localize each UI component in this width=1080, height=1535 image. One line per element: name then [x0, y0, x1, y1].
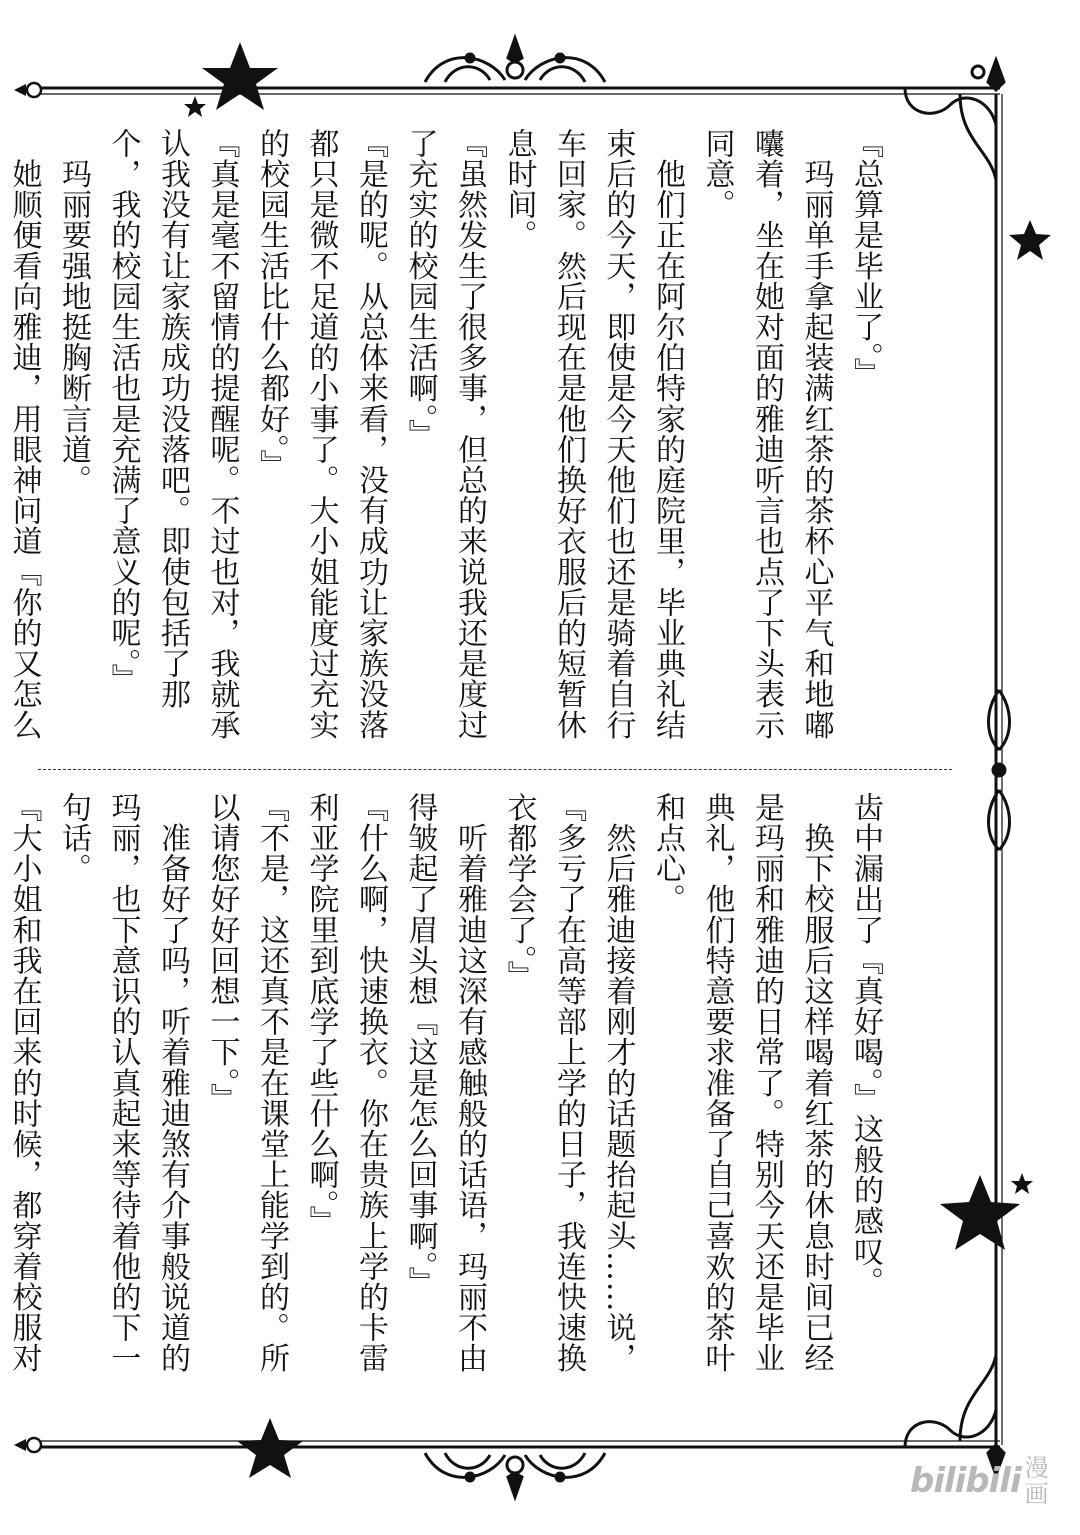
- star-big-right-lower-icon: [940, 1175, 1020, 1250]
- paragraph: 『什么啊，快速换衣。你在贵族上学的卡雷利亚学院里到底学了些什么啊。』: [303, 792, 388, 1374]
- bilibili-comics-watermark: [910, 1455, 1051, 1507]
- paragraph: 『是的呢。从总体来看，没有成功让家族没落都只是微不足道的小事了。大小姐能度过充实的校园生活比什么都好。』: [254, 128, 388, 740]
- paragraph: 听着雅迪这深有感触般的话语，玛丽不由得皱起了眉头想『这是怎么回事啊。』: [402, 792, 487, 1374]
- paragraph: 玛丽单手拿起装满红茶的茶杯心平气和地嘟囔着，坐在她对面的雅迪听言也点了下头表示同意。: [699, 128, 834, 740]
- star-small-right-lower-icon: [1011, 1173, 1033, 1194]
- bottom-text-block: [6, 792, 890, 1402]
- watermark-sub: 漫画: [1024, 1454, 1049, 1508]
- flourish-bottom-center: [425, 1453, 605, 1497]
- star-right-upper-icon: [1009, 220, 1051, 260]
- paragraph: 『虽然发生了很多事，但总的来说我还是度过了充实的校园生活啊。』: [402, 128, 487, 740]
- paragraph: 『大小姐和我在回来的时候，都穿着校服对: [6, 792, 42, 1374]
- paragraph: 『多亏了在高等部上学的日子，我连快速换衣都学会了。』: [501, 792, 586, 1374]
- section-divider: [38, 769, 952, 770]
- paragraph: 准备好了吗，听着雅迪煞有介事般说道的玛丽，也下意识的认真起来等待着他的下一句话。: [56, 792, 190, 1374]
- star-small-top-left-icon: [184, 96, 206, 117]
- paragraph: 然后雅迪接着刚才的话题抬起头……说，: [600, 792, 636, 1374]
- flourish-top-right-corner: [905, 60, 1004, 180]
- watermark-logo: bilibili: [910, 1461, 1021, 1501]
- flourish-top-center: [425, 38, 605, 82]
- paragraph: 玛丽要强地挺胸断言道。: [56, 128, 91, 496]
- paragraph: 她顺便看向雅迪，用眼神问道『你的又怎么: [6, 158, 42, 740]
- star-bottom-left-icon: [237, 1418, 303, 1478]
- star-big-top-left-icon: [202, 42, 278, 110]
- flourish-right-middle: [989, 690, 1010, 850]
- top-text-block: [6, 128, 890, 760]
- paragraph: 换下校服后这样喝着红茶的休息时间已经是玛丽和雅迪的日常了。特别今天还是毕业典礼，他们特意要求准备了自己喜欢的茶叶和点心。: [650, 792, 834, 1374]
- paragraph: 『总算是毕业了。』: [848, 128, 883, 389]
- paragraph: 『不是，这还真不是在课堂上能学到的。所以请您好好回想一下。』: [204, 792, 289, 1374]
- frame-bottom-rule: [14, 1438, 1000, 1452]
- paragraph: 『真是毫不留情的提醒呢。不过也对，我就承认我没有让家族成功没落吧。即使包括了那个，我的校园生活也是充满了意义的呢。』: [105, 128, 240, 740]
- paragraph: 他们正在阿尔伯特家的庭院里，毕业典礼结束后的今天，即使是今天他们也还是骑着自行车回家。然后现在是他们换好衣服后的短暂休息时间。: [501, 128, 685, 740]
- frame-top-rule: [14, 83, 1000, 97]
- paragraph: 齿中漏出了『真好喝。』这般的感叹。: [848, 792, 883, 1298]
